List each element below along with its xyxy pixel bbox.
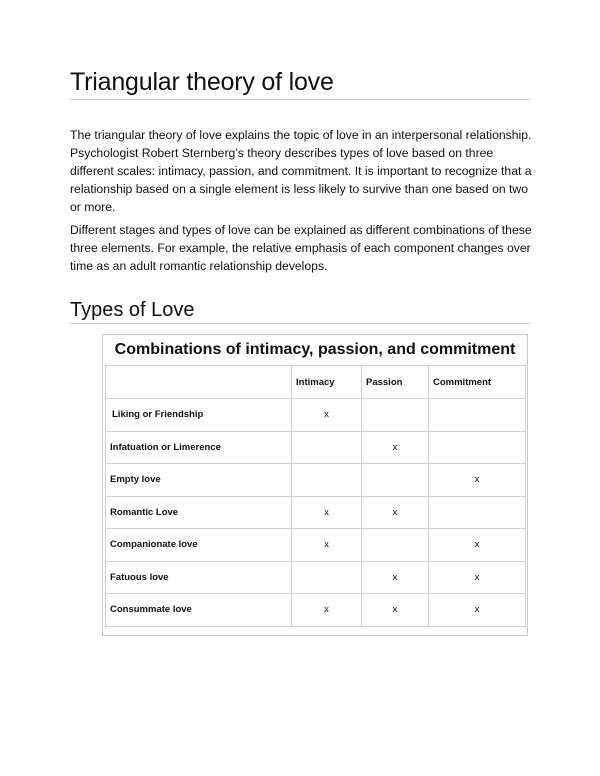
table-row (106, 399, 526, 432)
commitment-cell: x (429, 561, 526, 594)
passion-cell: x (362, 561, 429, 594)
table-row (106, 464, 526, 497)
row-label: Fatuous love (106, 561, 292, 594)
love-types-table (102, 334, 528, 636)
passion-cell (362, 464, 429, 497)
row-label: Companionate love (106, 529, 292, 562)
table-row (106, 594, 526, 627)
row-label: Infatuation or Limerence (106, 431, 292, 464)
passion-cell (362, 529, 429, 562)
passion-cell: x (362, 594, 429, 627)
row-label: Consummate love (106, 594, 292, 627)
intro-paragraph: The triangular theory of love explains the topic of love in an interpersonal relationship. Psychologist Robert Sternberg’s theory describes types of love based on three different scales: intimacy, passion, and commitment. It is important to recognize that a relationship based on a single element is less likely to survive than one based on two or more. (70, 128, 532, 214)
passion-cell (362, 399, 429, 432)
commitment-cell: x (429, 529, 526, 562)
stages-paragraph: Different stages and types of love can be explained as different combinations of these three elements. For example, the relative emphasis of each component changes over time as an adult romantic relationship develops. (70, 223, 532, 273)
header-commitment: Commitment (429, 366, 526, 399)
table-header-row (106, 366, 526, 399)
commitment-cell (429, 431, 526, 464)
table-caption: Combinations of intimacy, passion, and commitment (114, 341, 516, 358)
commitment-cell (429, 399, 526, 432)
commitment-cell: x (429, 464, 526, 497)
row-label: Empty love (106, 464, 292, 497)
page-title: Triangular theory of love (70, 68, 334, 96)
intimacy-cell: x (292, 399, 362, 432)
commitment-cell: x (429, 594, 526, 627)
passion-cell: x (362, 431, 429, 464)
header-empty (106, 366, 292, 399)
header-passion: Passion (362, 366, 429, 399)
section-heading: Types of Love (70, 299, 195, 321)
intimacy-cell: x (292, 594, 362, 627)
table-row (106, 561, 526, 594)
intimacy-cell (292, 464, 362, 497)
title-divider (70, 99, 530, 100)
intimacy-cell: x (292, 496, 362, 529)
row-label: Liking or Friendship (106, 399, 292, 432)
row-label: Romantic Love (106, 496, 292, 529)
intimacy-cell (292, 431, 362, 464)
header-intimacy: Intimacy (292, 366, 362, 399)
passion-cell: x (362, 496, 429, 529)
table-row (106, 431, 526, 464)
commitment-cell (429, 496, 526, 529)
section-divider (70, 323, 530, 324)
intimacy-cell (292, 561, 362, 594)
table-row (106, 496, 526, 529)
table-row (106, 529, 526, 562)
combinations-table (105, 365, 526, 627)
intimacy-cell: x (292, 529, 362, 562)
